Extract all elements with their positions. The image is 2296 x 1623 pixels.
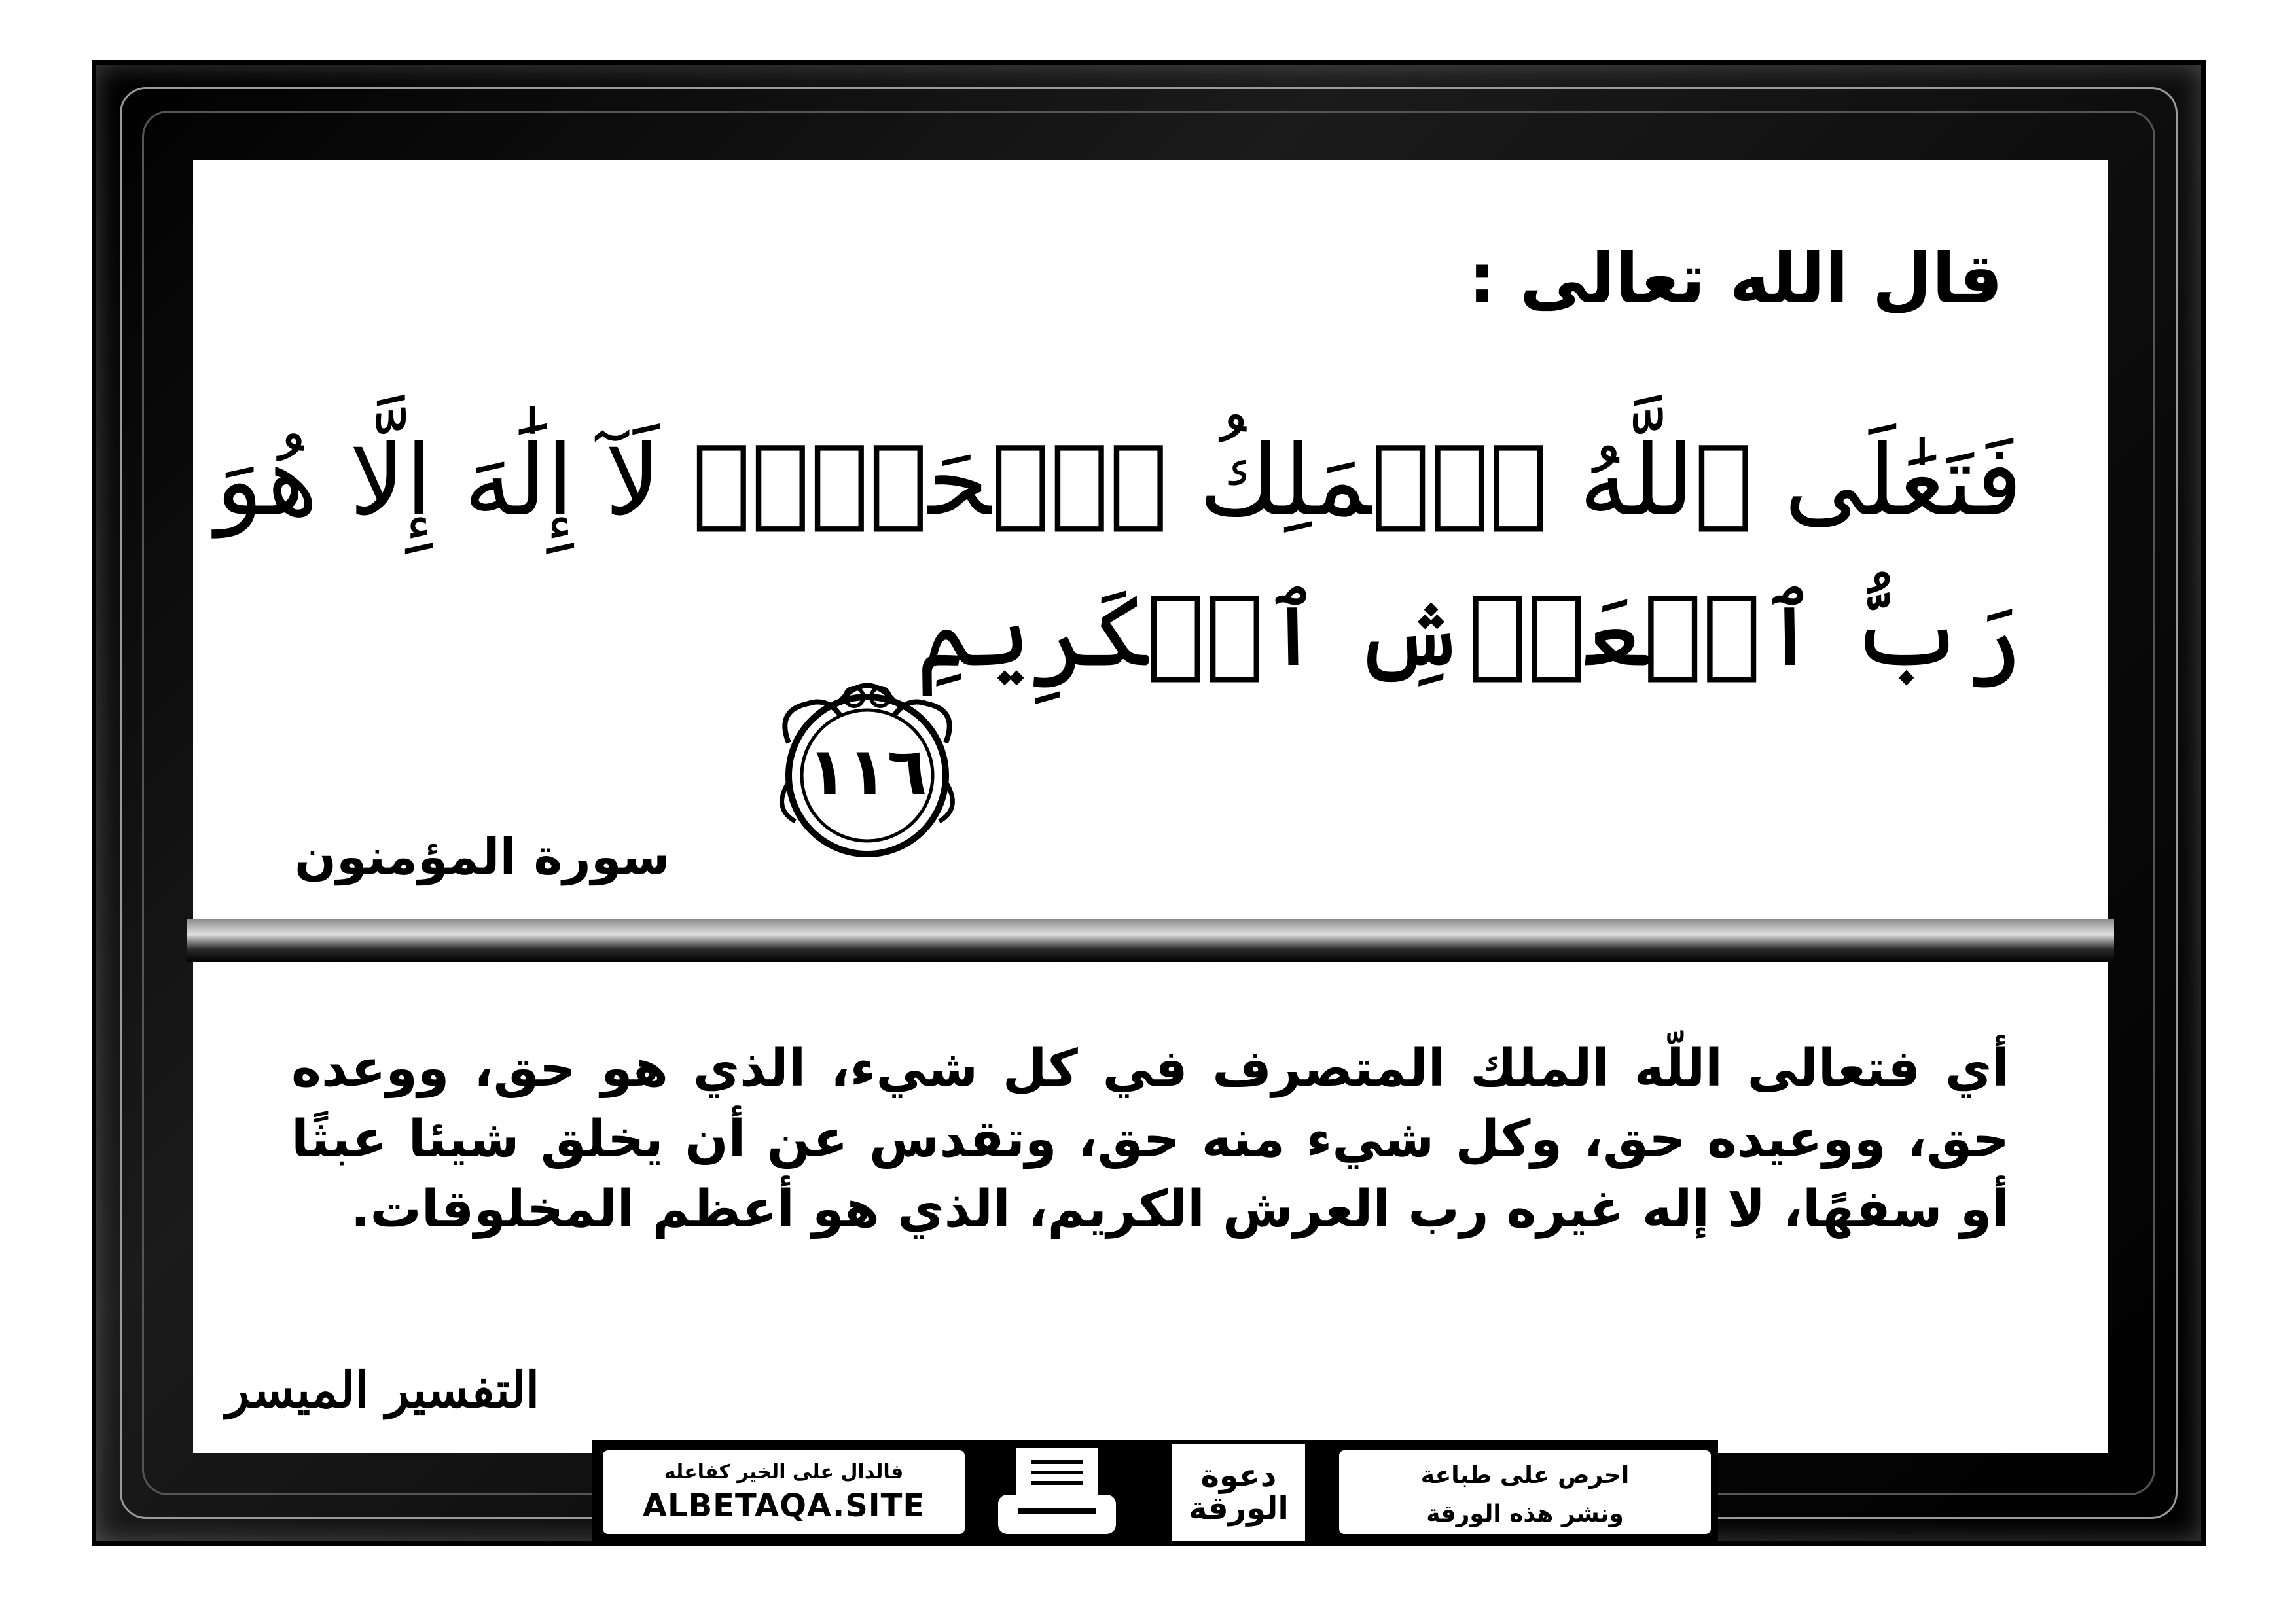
ayah-end-marker <box>769 671 965 867</box>
footer-print-note <box>1335 1446 1715 1538</box>
verse-line-2: رَبُّ ٱلۡعَرۡشِ ٱلۡكَرِيمِ <box>916 575 2022 688</box>
footer-site-tagline: فالدال على الخير كفاعله <box>664 1461 904 1484</box>
verse-line-1: فَتَعَٰلَى ٱللَّهُ ٱلۡمَلِكُ ٱلۡحَقُّۖ لَآ إِلَٰهَ إِلَّا هُوَ <box>215 424 2022 538</box>
footer-print-line-2: ونشر هذه الورقة <box>1426 1501 1624 1527</box>
tafsir-panel <box>193 962 2108 1453</box>
tafsir-source: التفسير الميسر <box>226 1361 540 1419</box>
logo-line-2: الورقة <box>1189 1490 1289 1527</box>
logo-line-1: دعوة <box>1200 1457 1277 1494</box>
dawah-logo <box>1168 1440 1309 1544</box>
footer-site-box <box>599 1446 969 1538</box>
tafsir-text: أي فتعالى اللّه الملك المتصرف في كل شيء، الذي هو حق، ووعده حق، ووعيده حق، وكل شيء منه حق، وتقدس عن أن يخلق شيئا عبثًا أو سفهًا، لا إله غيره رب العرش الكريم، الذي هو أعظم المخلوقات. <box>291 1039 2009 1240</box>
footer-bar <box>592 1440 1718 1544</box>
footer-site-url[interactable]: ALBETAQA.SITE <box>642 1488 925 1524</box>
ayah-number: ١١٦ <box>807 733 927 810</box>
footer-print-line-1: احرص على طباعة <box>1420 1462 1630 1489</box>
printer-icon <box>992 1448 1122 1539</box>
verse-heading: قال الله تعالى : <box>1468 239 2003 319</box>
panel-divider <box>187 919 2114 962</box>
surah-name: سورة المؤمنون <box>295 828 670 885</box>
verse-panel <box>193 160 2108 919</box>
